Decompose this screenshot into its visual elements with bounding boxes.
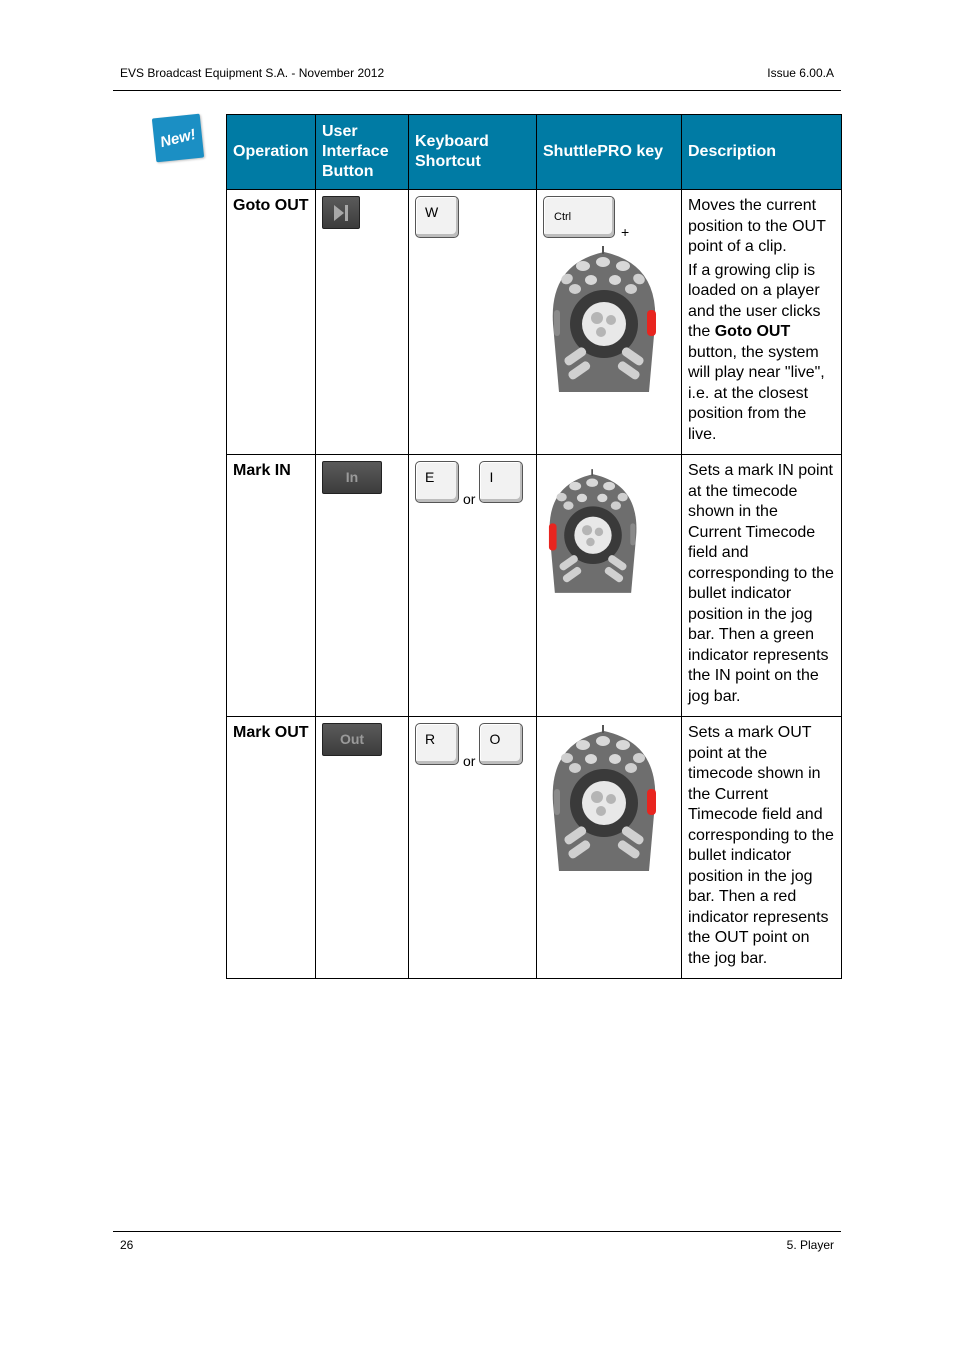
footer-divider (113, 1231, 841, 1232)
section-name: 5. Player (786, 1238, 834, 1252)
description-paragraph: Sets a mark OUT point at the timecode shown in the Current Timecode field and corresponding to the bullet indicator position in the jog bar. Then a red indicator represents the OUT point on the jog bar. (688, 724, 834, 967)
table-row (227, 717, 842, 979)
description-paragraph (688, 261, 835, 446)
keyboard-key (479, 723, 523, 765)
keyboard-key (479, 461, 523, 503)
operation-name: Mark IN (227, 455, 316, 717)
column-header-description: Description (682, 115, 842, 190)
key-label: R (425, 731, 436, 747)
shuttlepro-device-icon (543, 461, 643, 601)
ui-button-cell (316, 455, 409, 717)
table-row (227, 190, 842, 455)
plus-sign: + (621, 224, 630, 240)
keyboard-key-ctrl (543, 196, 615, 238)
new-badge (152, 114, 204, 163)
description-paragraph: Moves the current position to the OUT point of a clip. (688, 197, 826, 255)
keyboard-shortcut-cell (409, 190, 537, 455)
description-cell (682, 717, 842, 979)
key-label: Ctrl (554, 211, 572, 223)
table-row (227, 455, 842, 717)
key-label: I (489, 469, 494, 485)
operation-name: Goto OUT (227, 190, 316, 455)
column-header-operation: Operation (227, 115, 316, 190)
goto-out-button[interactable] (322, 196, 360, 229)
description-cell (682, 455, 842, 717)
shuttle-cell (537, 717, 682, 979)
page-header-left: EVS Broadcast Equipment S.A. - November 2012 (120, 66, 385, 80)
skip-to-end-icon (332, 203, 350, 223)
page-number: 26 (120, 1238, 134, 1252)
mark-in-button[interactable]: In (322, 461, 382, 494)
ui-button-cell (316, 190, 409, 455)
key-label: W (425, 204, 439, 220)
keyboard-key (415, 723, 459, 765)
key-label: E (425, 469, 435, 485)
shuttlepro-device-icon (545, 244, 663, 394)
description-paragraph: Sets a mark IN point at the timecode shown in the Current Timecode field and corresponding to the bullet indicator position in the jog bar. Then a green indicator represents the IN point on the jog bar. (688, 462, 834, 705)
key-separator: or (463, 753, 476, 769)
page-header-right: Issue 6.00.A (767, 66, 834, 80)
keyboard-key (415, 196, 459, 238)
operation-name: Mark OUT (227, 717, 316, 979)
column-header-ui-button: User Interface Button (316, 115, 409, 190)
shuttlepro-device-icon (545, 723, 663, 873)
column-header-keyboard-shortcut: Keyboard Shortcut (409, 115, 537, 190)
shuttle-cell (537, 455, 682, 717)
keyboard-shortcut-cell (409, 455, 537, 717)
keyboard-key (415, 461, 459, 503)
ui-button-cell (316, 717, 409, 979)
description-cell (682, 190, 842, 455)
new-badge-text: New! (158, 125, 198, 151)
column-header-shuttlepro-key: ShuttlePRO key (537, 115, 682, 190)
description-text: button, the system will play near "live", i.e. at the closest position from the live. (688, 343, 825, 443)
description-text: If a growing clip is loaded on a player and the user clicks the (688, 261, 821, 340)
description-bold-text: Goto OUT (714, 323, 791, 340)
shuttle-cell (537, 190, 682, 455)
table-header-row (227, 115, 842, 190)
header-divider (113, 90, 841, 91)
mark-out-button[interactable]: Out (322, 723, 382, 756)
operations-table (226, 114, 842, 979)
key-label: O (489, 731, 501, 747)
key-separator: or (463, 491, 476, 507)
keyboard-shortcut-cell (409, 717, 537, 979)
